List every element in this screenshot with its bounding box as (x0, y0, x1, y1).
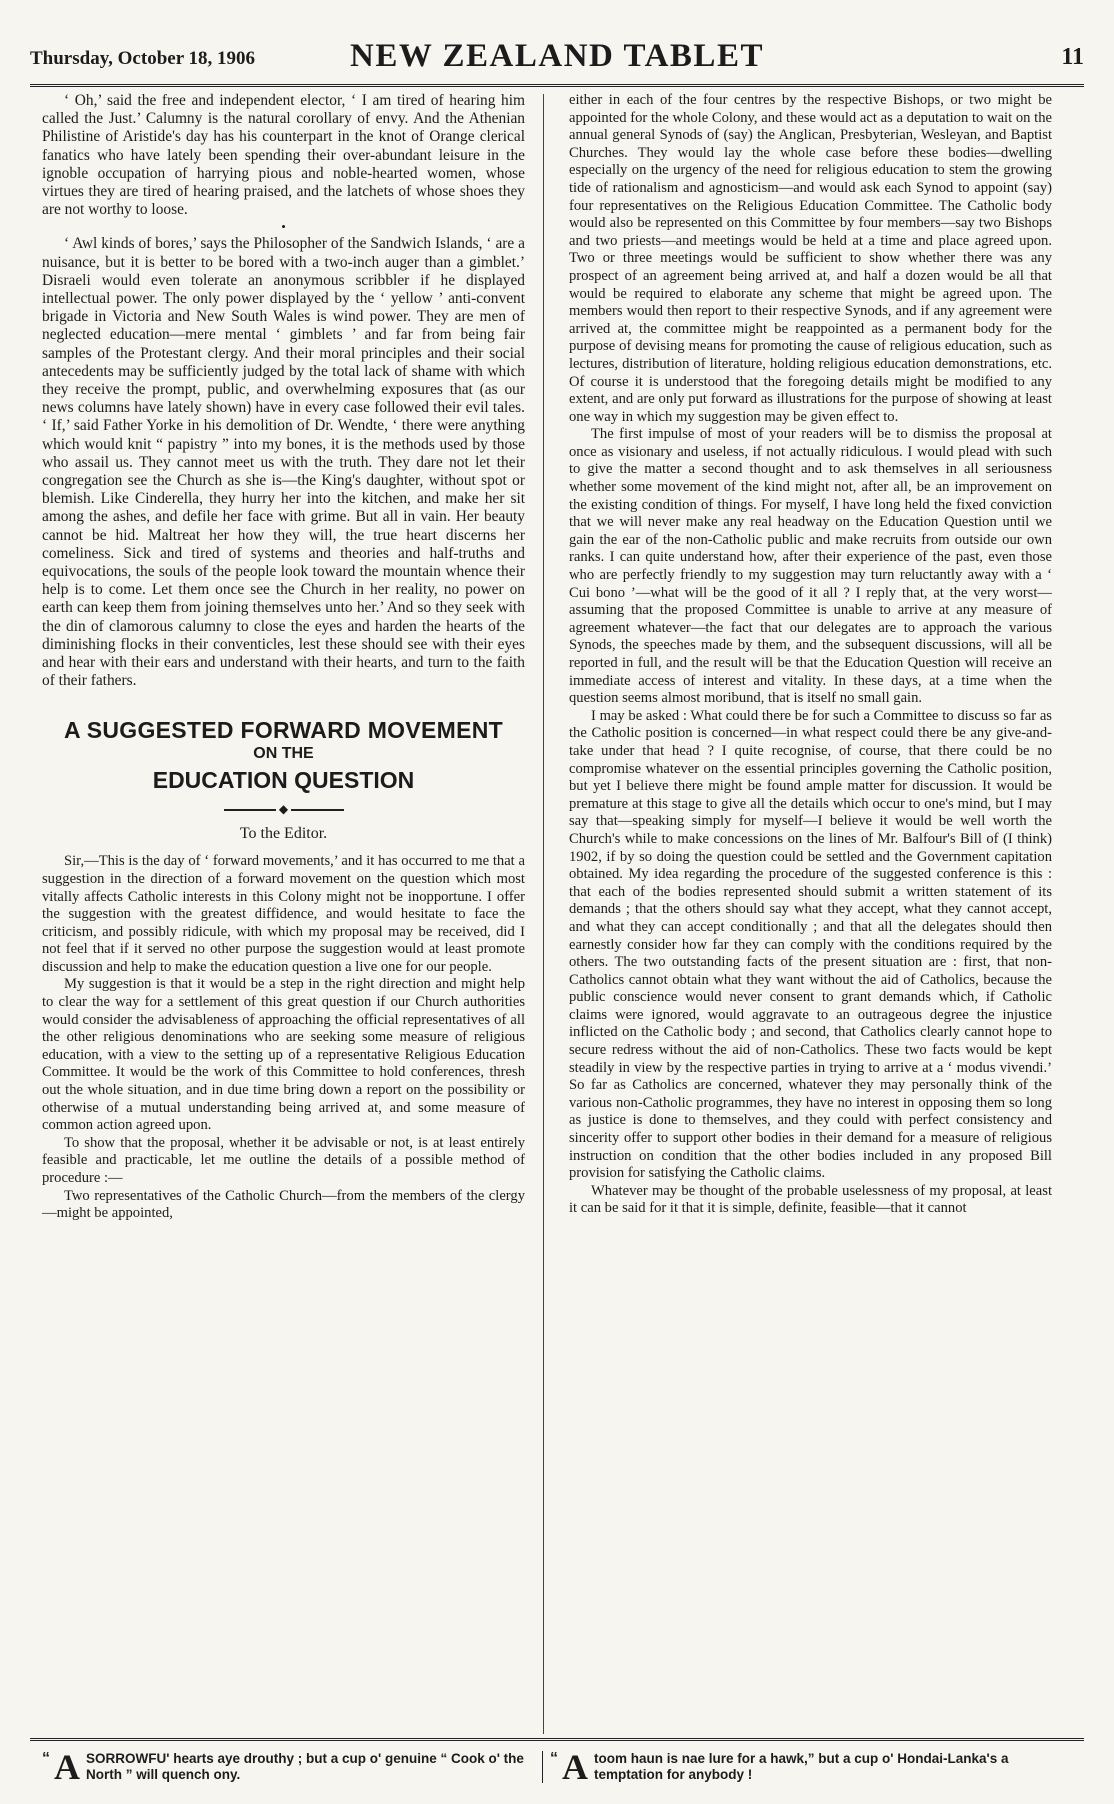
section-ornament: • (281, 219, 286, 235)
left-column (42, 92, 525, 1223)
advert-divider (542, 1751, 543, 1783)
issue-date: Thursday, October 18, 1906 (30, 48, 256, 69)
article-paragraph: ‘ Awl kinds of bores,’ says the Philosopher of the Sandwich Islands, ‘ are a nuisance, but it is better to be bored with a two-inch auger than a gimblet.’ Disraeli would even tolerate an anonymous scribbler if he displayed intellectual power. The only power displayed by the ‘ yellow ’ anti-convent brigade in Victoria and New South Wales is wind power. They are men of neglected education—mere mental ‘ gimblets ’ and far from being fair samples of the Protestant clergy. And their moral principles and their social antecedents may be sufficiently judged by the total lack of shame with which they receive the prompt, public, and overwhelming exposures that (as our news columns have lately shown) have in every case followed their evil tales. ‘ If,’ said Father Yorke in his demolition of Dr. Wendte, ‘ there were anything which would knit “ papistry ” into my bones, it is the methods used by those who assail us. They cannot meet us with the truth. They dare not let their congregation see the Church as she is—the King's daughter, without spot or blemish. Like Cinderella, they hurry her into the kitchen, and make her sit among the ashes, and defile her face with grime. But all in vain. Her beauty cannot be hid. Maltreat her how they will, the true heart discerns her comeliness. Sick and tired of systems and theories and half-truths and equivocations, the souls of the people look toward the mountain whence their help is to come. Let them once see the Church in her reality, no power on earth can keep them from joining themselves unto her.’ And so they seek with the din of clamorous calumny to close the eyes and harden the hearts of the diminishing flocks in their conventicles, lest these should see with their eyes and hear with their ears and understand with their hearts, and turn to the faith of their fathers. (42, 235, 525, 690)
column-divider (543, 94, 544, 1734)
letter-heading-topic: EDUCATION QUESTION (152, 766, 415, 793)
advert-text: SORROWFU' hearts aye drouthy ; but a cup o' genuine “ Cook o' the North ” will quench ony. (86, 1751, 524, 1782)
advert-text: toom haun is nae lure for a hawk,” but a cup o' Hondai-Lanka's a temptation for anybody ! (594, 1751, 1009, 1782)
article-paragraph: ‘ Oh,’ said the free and independent elector, ‘ I am tired of hearing him called the Just.’ Calumny is the natural corollary of envy. And the Athenian Philistine of Aristide's day has his counterpart in the knot of Orange clerical fanatics who have lately been spending their over-abundant leisure in the ignoble occupation of harrying pious and noble-hearted women, whose virtues they are tired of hearing praised, and the latchets of whose shoes they are not worthy to loose. (42, 92, 525, 219)
tea-advert-left: “ A SORROWFU' hearts aye drouthy ; but a cup o' genuine “ Cook o' the North ” will quench ony. (42, 1747, 524, 1787)
footer-advertisements (30, 1738, 1084, 1791)
letter-paragraph: The first impulse of most of your readers will be to dismiss the proposal at once as visionary and useless, if not actually ridiculous. I would plead with such to give the matter a second thought and to ask themselves in all seriousness whether some movement of the kind might not, after all, be an improvement on the existing condition of things. For myself, I have long held the fixed conviction that we will never make any real headway on the Education Question until we gain the ear of the non-Catholic public and make recruits from outside our own ranks. I can quite understand how, after their experience of the past, even those who are perfectly friendly to my suggestion may turn reluctantly away with a ‘ Cui bono ’—what will be the good of it all ? I reply that, at the very worst—assuming that the proposed Committee is unable to arrive at any measure of agreement whatever—the fact that our delegates are to approach the various Synods, the speeches made by them, and the subsequent discussions, will all be reported in full, and the result will be that the Education Question will receive an immediate access of interest and vitality. In these days, at a time when the question seems almost moribund, that is itself no small gain. (569, 426, 1052, 707)
diamond-icon: ◆ (276, 802, 291, 816)
letter-heading-sub: ON THE (253, 744, 314, 762)
newspaper-title: NEW ZEALAND TABLET (350, 38, 764, 74)
letter-paragraph: Sir,—This is the day of ‘ forward movements,’ and it has occurred to me that a suggestion in the direction of a forward movement on the question which most vitally affects Catholic interests in this Colony might not be inopportune. I offer the suggestion with the greatest diffidence, and would hesitate to face the criticism, and possibly ridicule, with which my proposal may be received, did I not feel that if it served no other purpose the suggestion would at least promote discussion and help to make the education question a live one for our people. (42, 853, 525, 975)
page-number: 11 (1061, 44, 1084, 70)
letter-heading: A SUGGESTED FORWARD MOVEMENT (63, 716, 504, 743)
letter-paragraph: either in each of the four centres by the respective Bishops, or two might be appointed for the whole Colony, and these would act as a deputation to wait on the annual general Synods of (say) the Anglican, Presbyterian, Wesleyan, and Baptist Churches. They would lay the whole case before these bodies—dwelling especially on the urgency of the need for religious education to stem the growing tide of rationalism and agnosticism—and would ask each Synod to appoint (say) four representatives on the Religious Education Committee. The Catholic body would also be represented on this Committee by four members—say two Bishops and two priests—and meetings would be held at a time and place agreed upon. Two or three meetings would be sufficient to show whether there was any prospect of an agreement being arrived at, and half a dozen would be all that would be required to elaborate any scheme that might be agreed upon. The members would then report to their respective Synods, and if any agreement were arrived at, the committee might be reappointed as a permanent body for the purpose of devising means for promoting the cause of religious education, such as lectures, distribution of literature, holding religious education demonstrations, etc. Of course it is understood that the foregoing details might be modified to any extent, and are only put forward as illustrations for the purpose of showing at least one way in which my suggestion may be given effect to. (569, 92, 1052, 425)
letter-paragraph: Two representatives of the Catholic Church—from the members of the clergy—might be appointed, (42, 1187, 525, 1222)
drop-cap: A (562, 1747, 588, 1787)
letter-paragraph: Whatever may be thought of the probable uselessness of my proposal, at least it can be said for it that it is simple, definite, feasible—that it cannot (569, 1182, 1052, 1217)
masthead (30, 28, 1084, 87)
letter-paragraph: I may be asked : What could there be for such a Committee to discuss so far as the Catholic position is concerned—in what respect could there be any give-and-take under that head ? I quite recognise, of course, that there could be no compromise whatever on the essential principles governing the Catholic position, but yet I believe there might be found ample matter for discussion. It would be premature at this stage to give all the details which occur to one's mind, but I may say that—speaking simply for myself—I believe it would be well worth the Church's while to make concessions on the lines of Mr. Balfour's Bill of (I think) 1902, if by so doing the question could be settled and the Government capitation obtained. My idea regarding the procedure of the suggested conference is this : that each of the bodies represented should submit a written statement of its demands ; that the others should say what they accept, what they cannot accept, and what they can accept conditionally ; and that all the delegates should then earnestly consider how far they can comply with the conditions required by the others. The two outstanding facts of the present situation are : first, that non-Catholics cannot obtain what they want without the aid of Catholics, because the public conscience would never consent to grant demands which, if Catholic claims were ignored, would aggravate to an outrageous degree the injustice inflicted on the Catholic body ; and second, that Catholics clearly cannot hope to secure redress without the aid of non-Catholics. These two facts would be kept steadily in view by the respective parties in trying to arrive at a ‘ modus vivendi.’ So far as Catholics are concerned, whatever they may personally think of the various non-Catholic programmes, they have no interest in opposing them so long as justice is done to themselves, and they could with perfect consistency and sincerity offer to support other bodies in their demand for a measure of religious instruction on condition that the other bodies included in any proposed Bill provision for satisfying the Catholic claims. (569, 707, 1052, 1182)
tea-advert-right: “ A toom haun is nae lure for a hawk,” but a cup o' Hondai-Lanka's a temptation for anybody ! (550, 1747, 1009, 1787)
letter-body (42, 853, 525, 1222)
letter-paragraph: To show that the proposal, whether it be advisable or not, is at least entirely feasible and practicable, let me outline the details of a possible method of procedure :— (42, 1134, 525, 1186)
right-column (569, 92, 1052, 1218)
drop-cap: A (54, 1747, 80, 1787)
to-the-editor: To the Editor. (239, 825, 328, 843)
heading-rule (224, 803, 344, 815)
letter-paragraph: My suggestion is that it would be a step in the right direction and might help to clear the way for a settlement of this great question if our Church authorities would consider the advisableness of approaching the official representatives of all the other religious denominations who are seeking some measure of religious education, with a view to the setting up of a representative Religious Education Committee. It would be the work of this Committee to hold conferences, thresh out the whole situation, and in due time bring down a report on the possibility or otherwise of a mutual understanding being arrived at, and some measure of common action agreed upon. (42, 976, 525, 1134)
